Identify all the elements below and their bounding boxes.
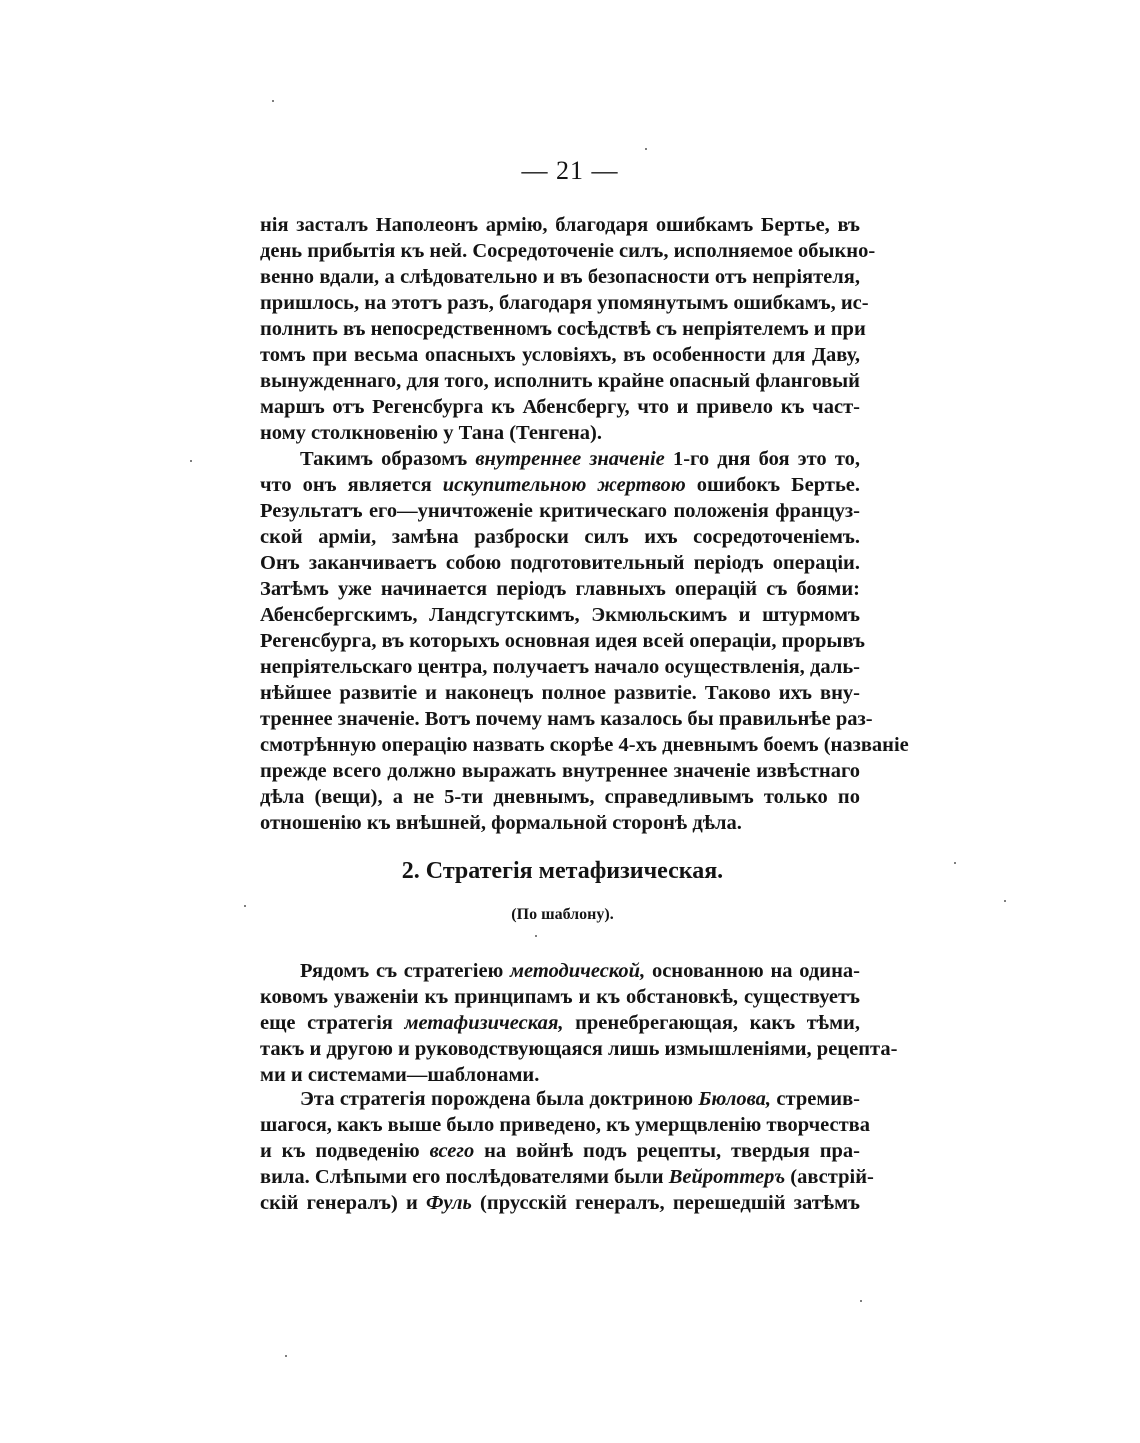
- text-line: полнить въ непосредственномъ сосѣдствѣ съ непріятелемъ и при: [260, 318, 866, 340]
- section-subheading: (По шаблону).: [511, 906, 614, 923]
- emphasis-text: искупительною жертвою: [442, 474, 686, 496]
- text-run: Такимъ образомъ: [300, 448, 476, 470]
- text-line: день прибытія къ ней. Сосредоточеніе силъ, исполняемое обыкно-: [260, 240, 876, 262]
- text-line: шагося, какъ выше было приведено, къ умерщвленію творчества: [260, 1114, 871, 1136]
- scan-speck: [244, 905, 246, 907]
- text-line: [260, 446, 860, 472]
- text-line: [260, 1190, 860, 1216]
- text-line: Затѣмъ уже начинается періодъ главныхъ операцій съ боями:: [260, 578, 860, 600]
- text-line: нѣйшее развитіе и наконецъ полное развитіе. Таково ихъ вну-: [260, 682, 860, 704]
- text-line: [260, 1010, 860, 1036]
- text-line: [260, 1138, 860, 1164]
- text-run: и къ подведенію: [260, 1140, 430, 1162]
- text-line: Абенсбергскимъ, Ландсгутскимъ, Экмюльскимъ и штурмомъ: [260, 604, 860, 626]
- text-run: скій генералъ) и: [260, 1192, 426, 1214]
- text-run: ошибокъ Бертье.: [685, 474, 861, 496]
- scan-speck: [272, 100, 274, 102]
- text-run: стремив-: [771, 1088, 861, 1110]
- text-line: Результатъ его—уничтоженіе критическаго положенія француз-: [260, 500, 860, 522]
- emphasis-text: всего: [429, 1140, 475, 1162]
- text-run: Эта стратегія порождена была доктриною: [300, 1088, 699, 1110]
- emphasis-text: Фуль: [425, 1192, 472, 1214]
- text-line: непріятельскаго центра, получаетъ начало осуществленія, даль-: [260, 656, 860, 678]
- text-run: пренебрегающая, какъ тѣми,: [563, 1012, 860, 1034]
- text-line: вынужденнаго, для того, исполнить крайне опасный фланговый: [260, 370, 860, 392]
- emphasis-text: методической,: [510, 960, 646, 982]
- text-run: еще стратегія: [260, 1012, 405, 1034]
- text-line: смотрѣнную операцію назвать скорѣе 4-хъ дневнымъ боемъ (названіе: [260, 734, 909, 756]
- text-run: основанною на одина-: [645, 960, 860, 982]
- paragraph-bulow-doctrine: [260, 1086, 874, 1216]
- scan-speck: [190, 460, 192, 462]
- text-line: дѣла (вещи), а не 5-ти дневнымъ, справедливымъ только по: [260, 786, 860, 808]
- text-line: [260, 472, 860, 498]
- text-line: [260, 1164, 874, 1190]
- text-run: на войнѣ подъ рецепты, твердыя пра-: [474, 1140, 860, 1162]
- text-line: отношенію къ внѣшней, формальной сторонѣ дѣла.: [260, 812, 742, 834]
- paragraph-metaphysical-strategy: [260, 958, 898, 1088]
- scan-speck: [954, 862, 956, 864]
- text-run: что онъ является: [260, 474, 443, 496]
- scan-speck: [645, 148, 647, 150]
- text-run: 1-го дня боя это то,: [664, 448, 860, 470]
- paragraph-continuation: [260, 212, 876, 446]
- text-line: [260, 1086, 860, 1112]
- scan-speck: [535, 935, 537, 937]
- text-run: (австрій-: [785, 1166, 874, 1188]
- text-line: такъ и другою и руководствующаяся лишь измышленіями, рецепта-: [260, 1038, 898, 1060]
- text-line: венно вдали, а слѣдовательно и въ безопасности отъ непріятеля,: [260, 266, 860, 288]
- text-line: ской арміи, замѣна разброски силъ ихъ сосредоточеніемъ.: [260, 526, 860, 548]
- paragraph-inner-meaning: [260, 446, 909, 836]
- text-line: маршъ отъ Регенсбурга къ Абенсбергу, что и привело къ част-: [260, 396, 860, 418]
- text-line: пришлось, на этотъ разъ, благодаря упомянутымъ ошибкамъ, ис-: [260, 292, 869, 314]
- text-line: треннее значеніе. Вотъ почему намъ казалось бы правильнѣе раз-: [260, 708, 873, 730]
- text-line: Регенсбурга, въ которыхъ основная идея всей операціи, прорывъ: [260, 630, 865, 652]
- text-line: Онъ заканчиваетъ собою подготовительный періодъ операціи.: [260, 552, 860, 574]
- page-number: — 21 —: [521, 156, 619, 185]
- emphasis-text: Бюлова,: [698, 1088, 772, 1110]
- text-line: прежде всего должно выражать внутреннее значеніе извѣстнаго: [260, 760, 860, 782]
- text-line: томъ при весьма опасныхъ условіяхъ, въ особенности для Даву,: [260, 344, 860, 366]
- text-run: вила. Слѣпыми его послѣдователями были: [260, 1166, 669, 1188]
- emphasis-text: метафизическая,: [404, 1012, 564, 1034]
- text-line: ми и системами—шаблонами.: [260, 1064, 540, 1086]
- text-line: [260, 958, 860, 984]
- text-line: нія засталъ Наполеонъ армію, благодаря ошибкамъ Бертье, въ: [260, 214, 860, 236]
- text-line: ковомъ уваженіи къ принципамъ и къ обстановкѣ, существуетъ: [260, 986, 860, 1008]
- emphasis-text: внутреннее значеніе: [475, 448, 665, 470]
- text-run: Рядомъ съ стратегіею: [300, 960, 511, 982]
- scan-speck: [860, 1300, 862, 1302]
- scan-speck: [1004, 900, 1006, 902]
- text-run: (прусскій генералъ, перешедшій затѣмъ: [471, 1192, 860, 1214]
- scan-speck: [285, 1355, 287, 1357]
- section-heading: 2. Стратегія метафизическая.: [401, 858, 724, 884]
- text-line: ному столкновенію у Тана (Тенгена).: [260, 422, 602, 444]
- emphasis-text: Вейроттеръ: [668, 1166, 786, 1188]
